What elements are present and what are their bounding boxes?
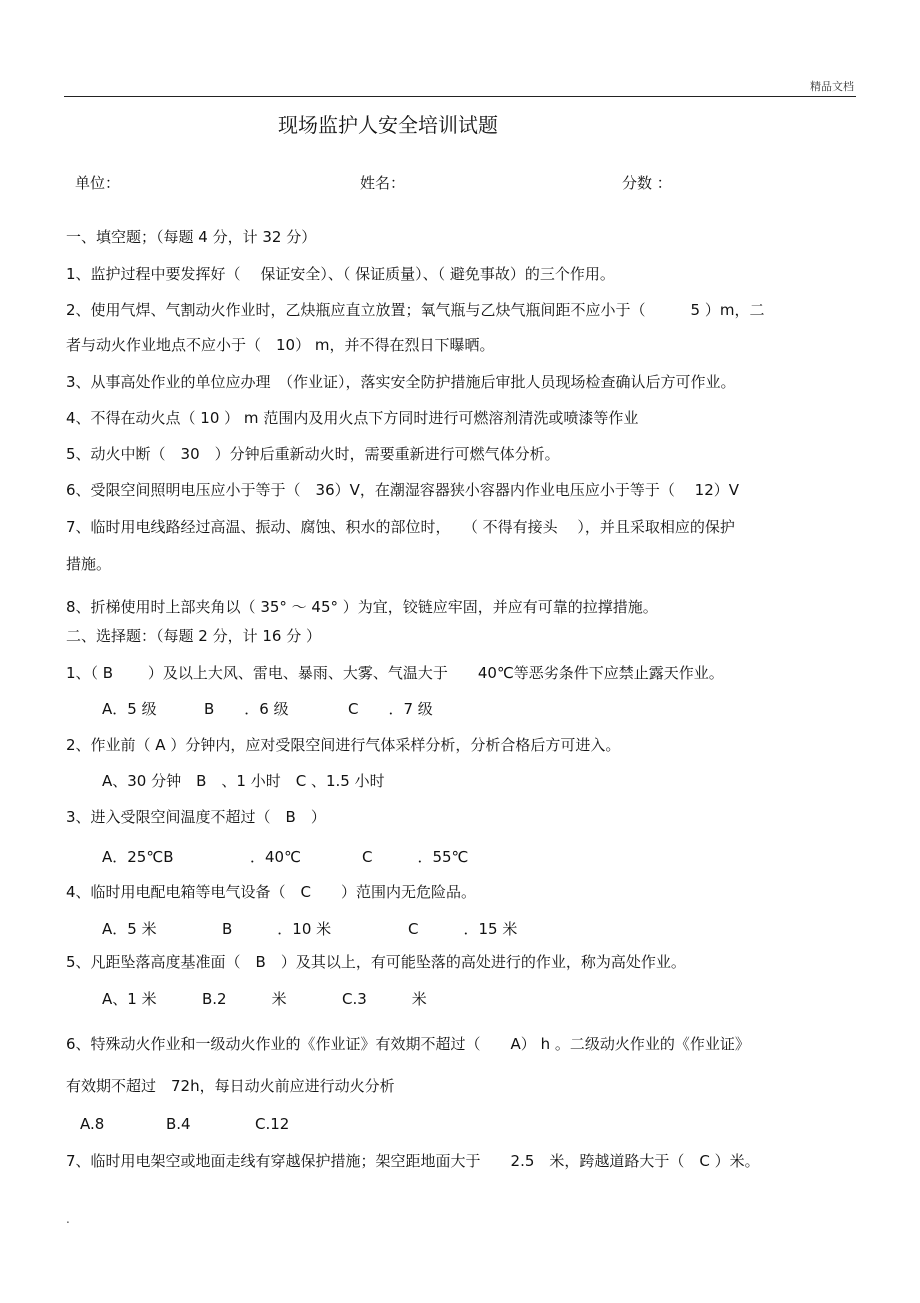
choice-q6-cont: 有效期不超过 72h，每日动火前应进行动火分析	[66, 1077, 395, 1095]
footer-dot: .	[66, 1212, 70, 1226]
fill-item-4: 4、不得在动火点（ 10 ） m 范围内及用火点下方同时进行可燃溶剂清洗或喷漆等作业	[66, 409, 639, 427]
fill-item-2-cont: 者与动火作业地点不应小于（ 10） m，并不得在烈日下曝晒。	[66, 336, 495, 354]
section1-heading: 一、填空题；（每题 4 分，计 32 分）	[66, 228, 317, 246]
choice-q7: 7、临时用电架空或地面走线有穿越保护措施；架空距地面大于 2.5 米，跨越道路大于（ C ）米。	[66, 1152, 760, 1170]
fill-item-1: 1、监护过程中要发挥好（ 保证安全）、（ 保证质量）、（ 避免事故）的三个作用。	[66, 265, 615, 283]
header-divider	[64, 96, 856, 97]
choice-q5-option-c: C.3 米	[342, 990, 427, 1008]
choice-q5: 5、凡距坠落高度基准面（ B ）及其以上，有可能坠落的高处进行的作业，称为高处作业。	[66, 953, 686, 971]
choice-q4-option-c: C ．15 米	[408, 920, 518, 938]
fill-item-6: 6、受限空间照明电压应小于等于（ 36）V，在潮湿容器狭小容器内作业电压应小于等于（ 12）V	[66, 481, 740, 499]
choice-q3: 3、进入受限空间温度不超过（ B ）	[66, 808, 326, 826]
fill-item-8: 8、折梯使用时上部夹角以（ 35° ～ 45° ）为宜，铰链应牢固，并应有可靠的拉撑措施。	[66, 598, 658, 616]
section2-heading: 二、选择题：（每题 2 分，计 16 分 ）	[66, 627, 321, 645]
header-mark: 精品文档	[810, 80, 854, 93]
choice-q6: 6、特殊动火作业和一级动火作业的《作业证》有效期不超过（ A） h 。二级动火作业的《作业证》	[66, 1035, 750, 1053]
choice-q3-option-a: A．25℃B	[102, 848, 174, 866]
choice-q6-option-a: A.8	[80, 1115, 105, 1133]
choice-q2: 2、作业前（ A ）分钟内，应对受限空间进行气体采样分析，分析合格后方可进入。	[66, 736, 621, 754]
choice-q3-option-c: C ．55℃	[362, 848, 469, 866]
fill-item-2: 2、使用气焊、气割动火作业时，乙炔瓶应直立放置；氧气瓶与乙炔气瓶间距不应小于（ 5 ）m，二	[66, 301, 765, 319]
choice-q4-option-a: A．5 米	[102, 920, 157, 938]
name-label: 姓名：	[360, 174, 406, 192]
choice-q5-option-a: A、1 米	[102, 990, 157, 1008]
choice-q4-option-b: B ．10 米	[222, 920, 332, 938]
choice-q1-option-b: B ．6 级	[204, 700, 289, 718]
fill-item-7-cont: 措施。	[66, 555, 112, 573]
choice-q4: 4、临时用电配电箱等电气设备（ C ）范围内无危险品。	[66, 883, 477, 901]
choice-q3-option-b: ．40℃	[250, 848, 301, 866]
page-title: 现场监护人安全培训试题	[278, 113, 498, 137]
unit-label: 单位：	[75, 174, 121, 192]
choice-q2-options: A、30 分钟 B 、1 小时 C 、1.5 小时	[102, 772, 385, 790]
choice-q1-option-c: C ．7 级	[348, 700, 433, 718]
choice-q1: 1、（ B ）及以上大风、雷电、暴雨、大雾、气温大于 40℃等恶劣条件下应禁止露天作业。	[66, 664, 724, 682]
fill-item-7: 7、临时用电线路经过高温、振动、腐蚀、积水的部位时， （ 不得有接头 ），并且采取相应的保护	[66, 518, 735, 536]
fill-item-3: 3、从事高处作业的单位应办理 （作业证），落实安全防护措施后审批人员现场检查确认后方可作业。	[66, 373, 736, 391]
choice-q5-option-b: B.2 米	[202, 990, 287, 1008]
choice-q6-option-c: C.12	[255, 1115, 290, 1133]
fill-item-5: 5、动火中断（ 30 ）分钟后重新动火时，需要重新进行可燃气体分析。	[66, 445, 560, 463]
score-label: 分数 ：	[622, 174, 672, 192]
choice-q6-option-b: B.4	[166, 1115, 191, 1133]
choice-q1-option-a: A．5 级	[102, 700, 157, 718]
